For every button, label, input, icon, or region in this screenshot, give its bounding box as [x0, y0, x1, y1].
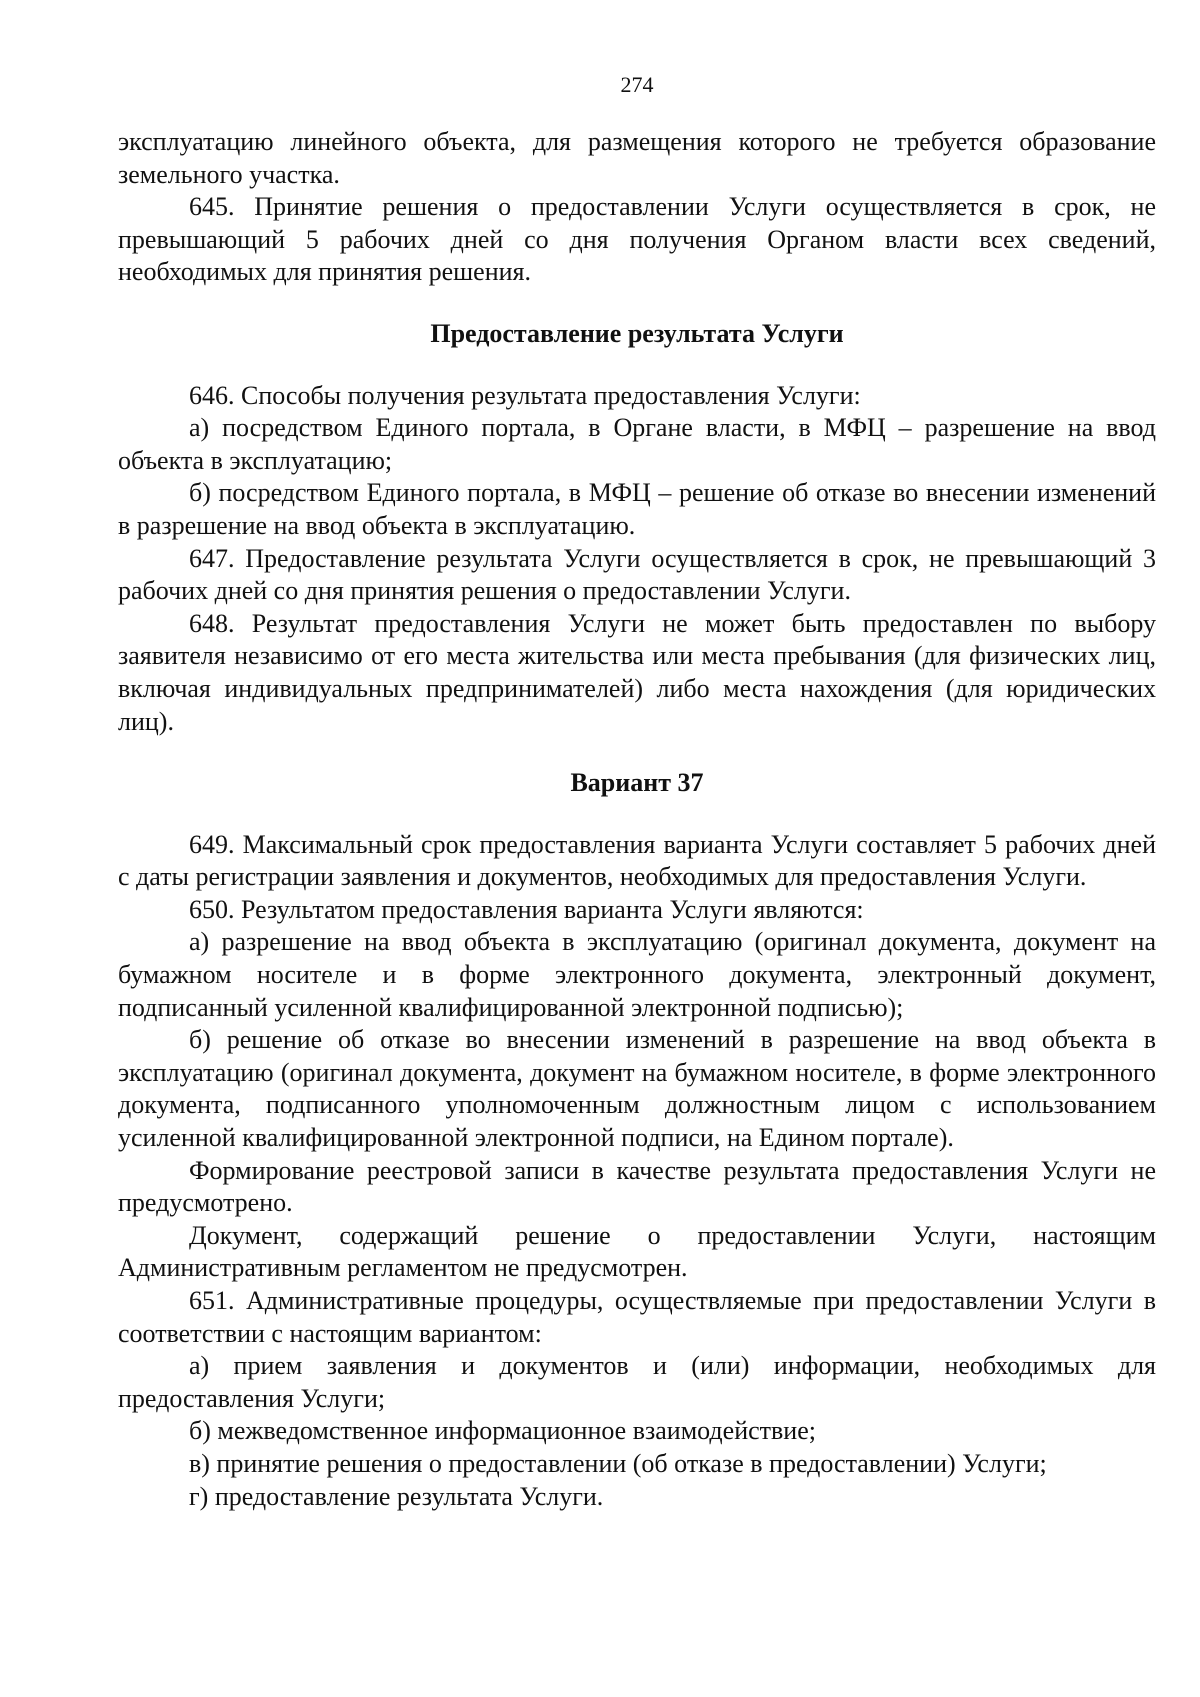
paragraph-650: 650. Результатом предоставления варианта Услуги являются:	[189, 894, 864, 924]
paragraph-651-b: б) межведомственное информационное взаимодействие;	[189, 1416, 816, 1446]
paragraph-650-b: б) решение об отказе во внесении изменений в разрешение на ввод объекта в эксплуатацию (оригинал документа, документ на бумажном носителе, в форме электронного документа, подписанного уполномоченным должностным лицом с использованием усиленной квалифицированной электронной подписи, на Едином портале).	[118, 1025, 1156, 1153]
page-number: 274	[620, 72, 654, 97]
paragraph-decision-document: Документ, содержащий решение о предоставлении Услуги, настоящим Административным регламентом не предусмотрен.	[118, 1220, 1156, 1283]
paragraph-registry-record: Формирование реестровой записи в качестве результата предоставления Услуги не предусмотрено.	[118, 1155, 1156, 1218]
paragraph-648: 648. Результат предоставления Услуги не может быть предоставлен по выбору заявителя независимо от его места жительства или места пребывания (для физических лиц, включая индивидуальных предпринимателей) либо места нахождения (для юридических лиц).	[118, 608, 1156, 736]
paragraph-646-b: б) посредством Единого портала, в МФЦ – решение об отказе во внесении изменений в разрешение на ввод объекта в эксплуатацию.	[118, 478, 1156, 540]
paragraph-651-a: а) прием заявления и документов и (или) информации, необходимых для предоставления Услуги;	[118, 1351, 1156, 1413]
paragraph-continuation: эксплуатацию линейного объекта, для размещения которого не требуется образование земельного участка.	[118, 127, 1156, 189]
paragraph-649: 649. Максимальный срок предоставления варианта Услуги составляет 5 рабочих дней с даты регистрации заявления и документов, необходимых для предоставления Услуги.	[118, 829, 1156, 892]
section-heading-variant-37: Вариант 37	[570, 768, 704, 798]
paragraph-646-a: а) посредством Единого портала, в Органе власти, в МФЦ – разрешение на ввод объекта в эксплуатацию;	[118, 413, 1156, 475]
paragraph-651-g: г) предоставление результата Услуги.	[189, 1481, 604, 1511]
section-heading-result: Предоставление результата Услуги	[430, 318, 844, 348]
paragraph-650-a: а) разрешение на ввод объекта в эксплуатацию (оригинал документа, документ на бумажном носителе и в форме электронного документа, электронный документ, подписанный усиленной квалифицированной электронной подписью);	[118, 927, 1156, 1022]
paragraph-645: 645. Принятие решения о предоставлении Услуги осуществляется в срок, не превышающий 5 рабочих дней со дня получения Органом власти всех сведений, необходимых для принятия решения.	[118, 192, 1156, 287]
document-body	[118, 126, 1156, 1513]
paragraph-647: 647. Предоставление результата Услуги осуществляется в срок, не превышающий 3 рабочих дней со дня принятия решения о предоставлении Услуги.	[118, 543, 1156, 606]
paragraph-651-v: в) принятие решения о предоставлении (об отказе в предоставлении) Услуги;	[189, 1448, 1047, 1478]
paragraph-651: 651. Административные процедуры, осуществляемые при предоставлении Услуги в соответствии с настоящим вариантом:	[118, 1286, 1156, 1348]
paragraph-646: 646. Способы получения результата предоставления Услуги:	[189, 380, 861, 410]
